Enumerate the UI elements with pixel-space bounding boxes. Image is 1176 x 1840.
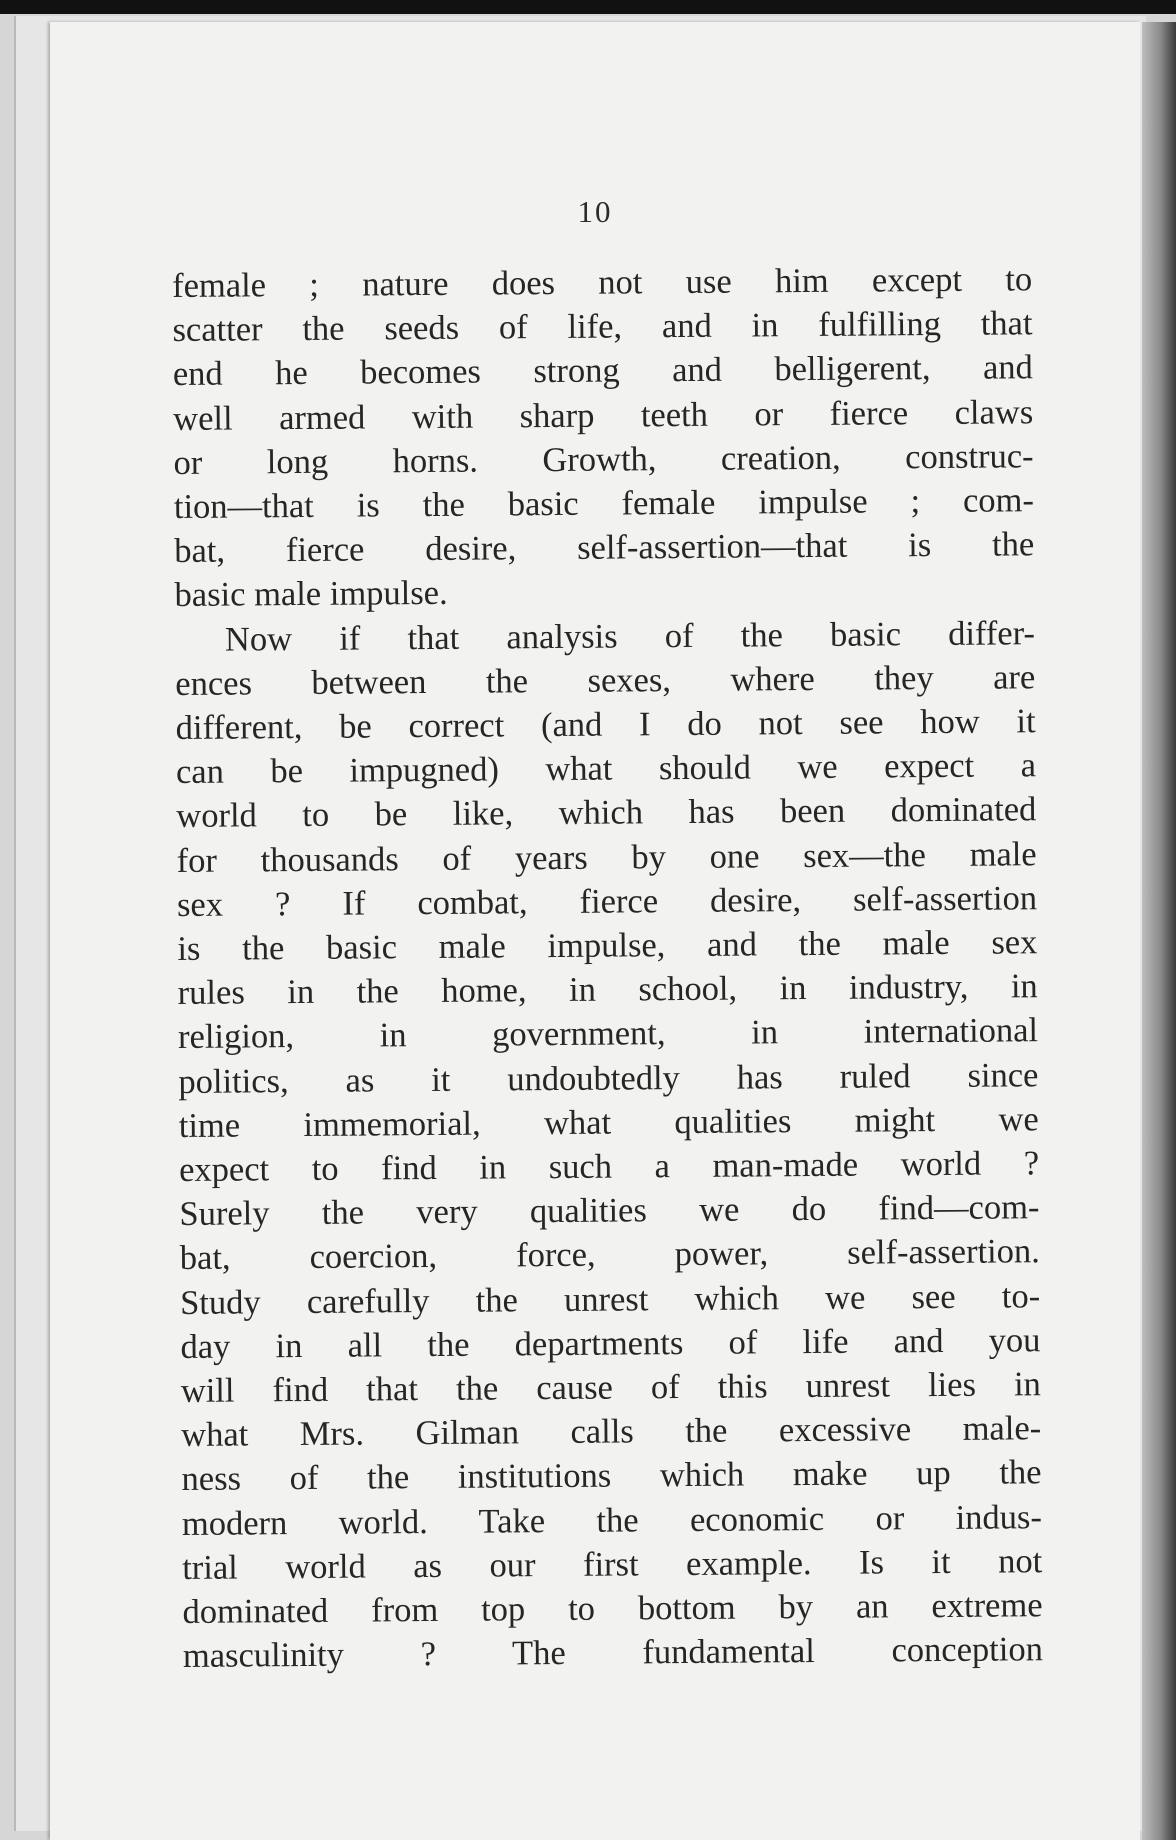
text-line: sex ? If combat, fierce desire, self-assertion: [176, 879, 1038, 924]
text-line: rules in the home, in school, in industry, in: [177, 967, 1038, 1013]
text-line: day in all the departments of life and you: [180, 1321, 1041, 1366]
text-line: bat, coercion, force, power, self-assertion.: [179, 1232, 1040, 1278]
text-line: ences between the sexes, where they are: [175, 658, 1036, 703]
text-line: end he becomes strong and belligerent, and: [172, 348, 1033, 394]
text-line: for thousands of years by one sex—the male: [176, 834, 1037, 880]
book-spine-edge: [1142, 22, 1176, 1840]
text-line: is the basic male impulse, and the male sex: [177, 923, 1038, 969]
text-line: what Mrs. Gilman calls the excessive male-: [181, 1409, 1042, 1455]
scan-top-edge: [0, 0, 1176, 14]
text-line: expect to find in such a man-made world ?: [178, 1144, 1040, 1190]
text-line: world to be like, which has been dominated: [176, 790, 1037, 836]
text-line: modern world. Take the economic or indus-: [181, 1497, 1043, 1543]
body-text: [172, 257, 1043, 1678]
text-line: Study carefully the unrest which we see to-: [180, 1276, 1041, 1322]
page-number: 10: [577, 194, 613, 229]
text-line: scatter the seeds of life, and in fulfilling that: [172, 304, 1033, 350]
text-line: female ; nature does not use him except to: [172, 260, 1033, 305]
text-line: will find that the cause of this unrest lies in: [180, 1365, 1041, 1411]
text-line: ness of the institutions which make up the: [181, 1453, 1042, 1499]
book-page: [50, 22, 1140, 1840]
text-line: can be impugned) what should we expect a: [175, 746, 1037, 792]
text-line: Surely the very qualities we do find—com-: [179, 1188, 1040, 1234]
text-line: trial world as our first example. Is it not: [182, 1542, 1043, 1587]
text-line: dominated from top to bottom by an extreme: [182, 1586, 1043, 1632]
text-line: masculinity ? The fundamental conception: [182, 1630, 1044, 1676]
text-line: well armed with sharp teeth or fierce claws: [173, 392, 1034, 438]
text-line: bat, fierce desire, self-assertion—that is the: [174, 525, 1035, 571]
text-line: tion—that is the basic female impulse ; com-: [173, 481, 1035, 527]
text-line: time immemorial, what qualities might we: [178, 1100, 1039, 1145]
text-line: basic male impulse.: [174, 574, 448, 615]
text-line: Now if that analysis of the basic differ-: [224, 613, 1036, 659]
text-line: politics, as it undoubtedly has ruled since: [178, 1055, 1039, 1101]
text-line: religion, in government, in international: [177, 1011, 1039, 1057]
text-line: different, be correct (and I do not see how it: [175, 702, 1036, 748]
text-line: or long horns. Growth, creation, construc-: [173, 437, 1034, 482]
